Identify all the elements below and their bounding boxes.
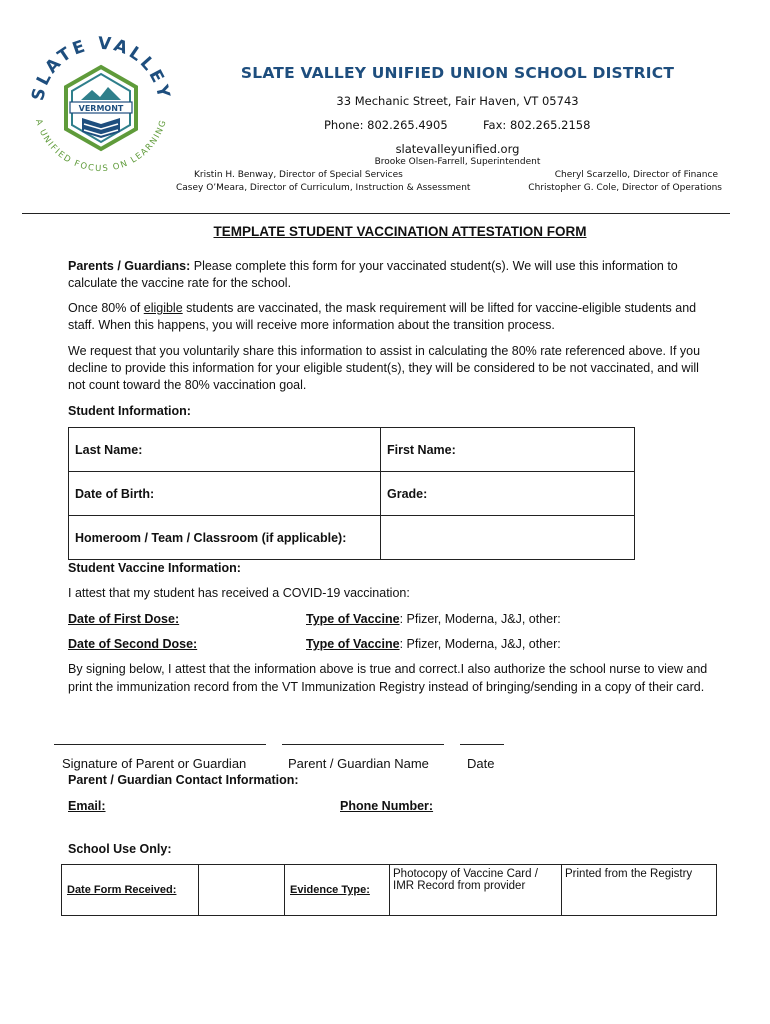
guardian-name-label: Parent / Guardian Name xyxy=(288,756,429,771)
vaccine-type-label: Type of Vaccine xyxy=(306,637,400,651)
district-logo xyxy=(26,32,176,182)
logo-top-text: SLATE VALLEY xyxy=(28,33,174,103)
eligibility-text-pre: Once 80% of xyxy=(68,301,144,315)
eligibility-text-post: students are vaccinated, the mask requirement will be lifted for vaccine-eligible students and staff. When this happens, you will receive more information about the transition process. xyxy=(68,301,697,332)
homeroom-label: Homeroom / Team / Classroom (if applicable): xyxy=(69,516,381,560)
date-label: Date xyxy=(467,756,495,771)
staff-director-operations: Christopher G. Cole, Director of Operations xyxy=(528,183,722,193)
last-name-field[interactable]: Last Name: xyxy=(69,428,381,472)
date-form-received-label: Date Form Received: xyxy=(62,865,199,916)
guardian-name-line[interactable] xyxy=(282,744,444,745)
vaccine-type-options: : Pfizer, Moderna, J&J, other: xyxy=(399,637,561,651)
intro-lead: Parents / Guardians: xyxy=(68,259,191,273)
logo-banner-text: VERMONT xyxy=(78,104,124,113)
grade-field[interactable]: Grade: xyxy=(381,472,635,516)
date-of-birth-field[interactable]: Date of Birth: xyxy=(69,472,381,516)
vaccine-type-label: Type of Vaccine xyxy=(306,612,400,626)
header-divider xyxy=(22,213,730,214)
consent-paragraph: By signing below, I attest that the information above is true and correct.I also authorize the school nurse to view and print the immunization record from the VT Immunization Registry instead of bringing/sending in a copy of their card. xyxy=(68,662,708,694)
staff-director-curriculum: Casey O’Meara, Director of Curriculum, Instruction & Assessment xyxy=(176,183,471,193)
school-use-heading: School Use Only: xyxy=(68,842,172,856)
district-address: 33 Mechanic Street, Fair Haven, VT 05743 xyxy=(336,94,579,108)
intro-paragraph xyxy=(68,258,718,292)
contact-heading: Parent / Guardian Contact Information: xyxy=(68,773,299,787)
logo-mountain-icon xyxy=(81,87,121,100)
second-dose-vaccine-type[interactable] xyxy=(306,637,561,651)
district-phone: Phone: 802.265.4905 xyxy=(324,118,448,132)
vaccine-type-options: : Pfizer, Moderna, J&J, other: xyxy=(399,612,561,626)
first-dose-date-field[interactable]: Date of First Dose: xyxy=(68,612,180,626)
homeroom-field[interactable] xyxy=(381,516,635,560)
phone-number-field[interactable]: Phone Number: xyxy=(340,799,434,813)
attest-line: I attest that my student has received a COVID-19 vaccination: xyxy=(68,586,410,600)
evidence-option-photocopy[interactable]: Photocopy of Vaccine Card / IMR Record from provider xyxy=(390,865,562,916)
eligible-link[interactable]: eligible xyxy=(143,301,183,315)
form-title: TEMPLATE STUDENT VACCINATION ATTESTATION FORM xyxy=(213,224,587,239)
student-info-table xyxy=(68,427,635,560)
email-field[interactable]: Email: xyxy=(68,799,106,813)
district-website: slatevalleyunified.org xyxy=(395,142,520,156)
school-use-table xyxy=(61,864,717,916)
second-dose-date-field[interactable]: Date of Second Dose: xyxy=(68,637,198,651)
date-line[interactable] xyxy=(460,744,504,745)
superintendent: Brooke Olsen-Farrell, Superintendent xyxy=(374,157,541,167)
staff-director-finance: Cheryl Scarzello, Director of Finance xyxy=(554,170,718,180)
request-paragraph: We request that you voluntarily share this information to assist in calculating the 80% rate referenced above. If you decline to provide this information for your eligible student(s), they will be considered to be not vaccinated, and will not count toward the 80% vaccination goal. xyxy=(68,344,701,392)
first-name-field[interactable]: First Name: xyxy=(381,428,635,472)
intro-text: Please complete this form for your vaccinated student(s). We will use this information to calculate the vaccine rate for the school. xyxy=(68,259,678,290)
date-form-received-field[interactable] xyxy=(199,865,285,916)
staff-director-special-services: Kristin H. Benway, Director of Special Services xyxy=(194,170,403,180)
evidence-option-registry[interactable]: Printed from the Registry xyxy=(562,865,717,916)
evidence-type-label: Evidence Type: xyxy=(285,865,390,916)
district-fax: Fax: 802.265.2158 xyxy=(483,118,591,132)
first-dose-vaccine-type[interactable] xyxy=(306,612,561,626)
vaccine-info-heading: Student Vaccine Information: xyxy=(68,561,241,575)
signature-line[interactable] xyxy=(54,744,266,745)
district-title: SLATE VALLEY UNIFIED UNION SCHOOL DISTRICT xyxy=(240,64,675,82)
signature-label: Signature of Parent or Guardian xyxy=(62,756,247,771)
student-info-heading: Student Information: xyxy=(68,404,191,418)
logo-bottom-text: A UNIFIED FOCUS ON LEARNING xyxy=(33,118,170,175)
eligibility-paragraph xyxy=(68,300,718,334)
